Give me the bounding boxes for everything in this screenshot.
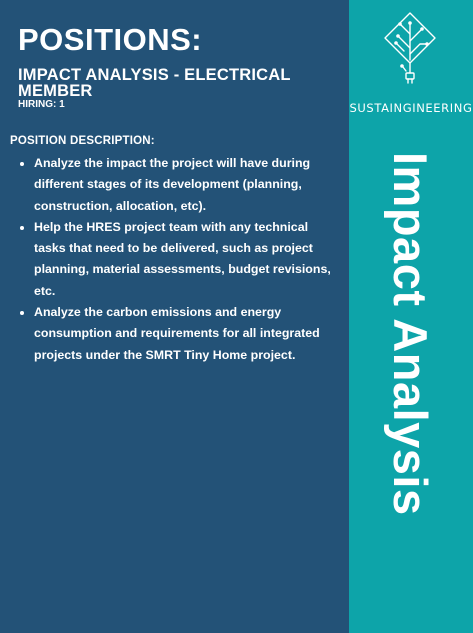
description-item: • Analyze the impact the project will have during different stages of its development (planning, construction, allocation, etc).	[34, 153, 334, 217]
circuit-tree-plug-icon	[382, 10, 438, 90]
description-list	[18, 153, 334, 366]
vertical-title: Impact Analysis	[384, 152, 437, 516]
description-heading: POSITION DESCRIPTION:	[10, 135, 155, 147]
vertical-title-wrap	[349, 150, 473, 600]
brand-name: SUSTAINGINEERING	[349, 101, 473, 115]
description-item: • Help the HRES project team with any technical tasks that need to be delivered, such as project planning, material assessments, budget revisions, etc.	[34, 217, 334, 302]
role-title: IMPACT ANALYSIS - ELECTRICAL MEMBER	[18, 66, 291, 100]
hiring-count: HIRING: 1	[18, 99, 65, 110]
description-item: • Analyze the carbon emissions and energy consumption and requirements for all integrated projects under the SMRT Tiny Home project.	[34, 302, 334, 366]
page-title: POSITIONS:	[18, 22, 203, 57]
